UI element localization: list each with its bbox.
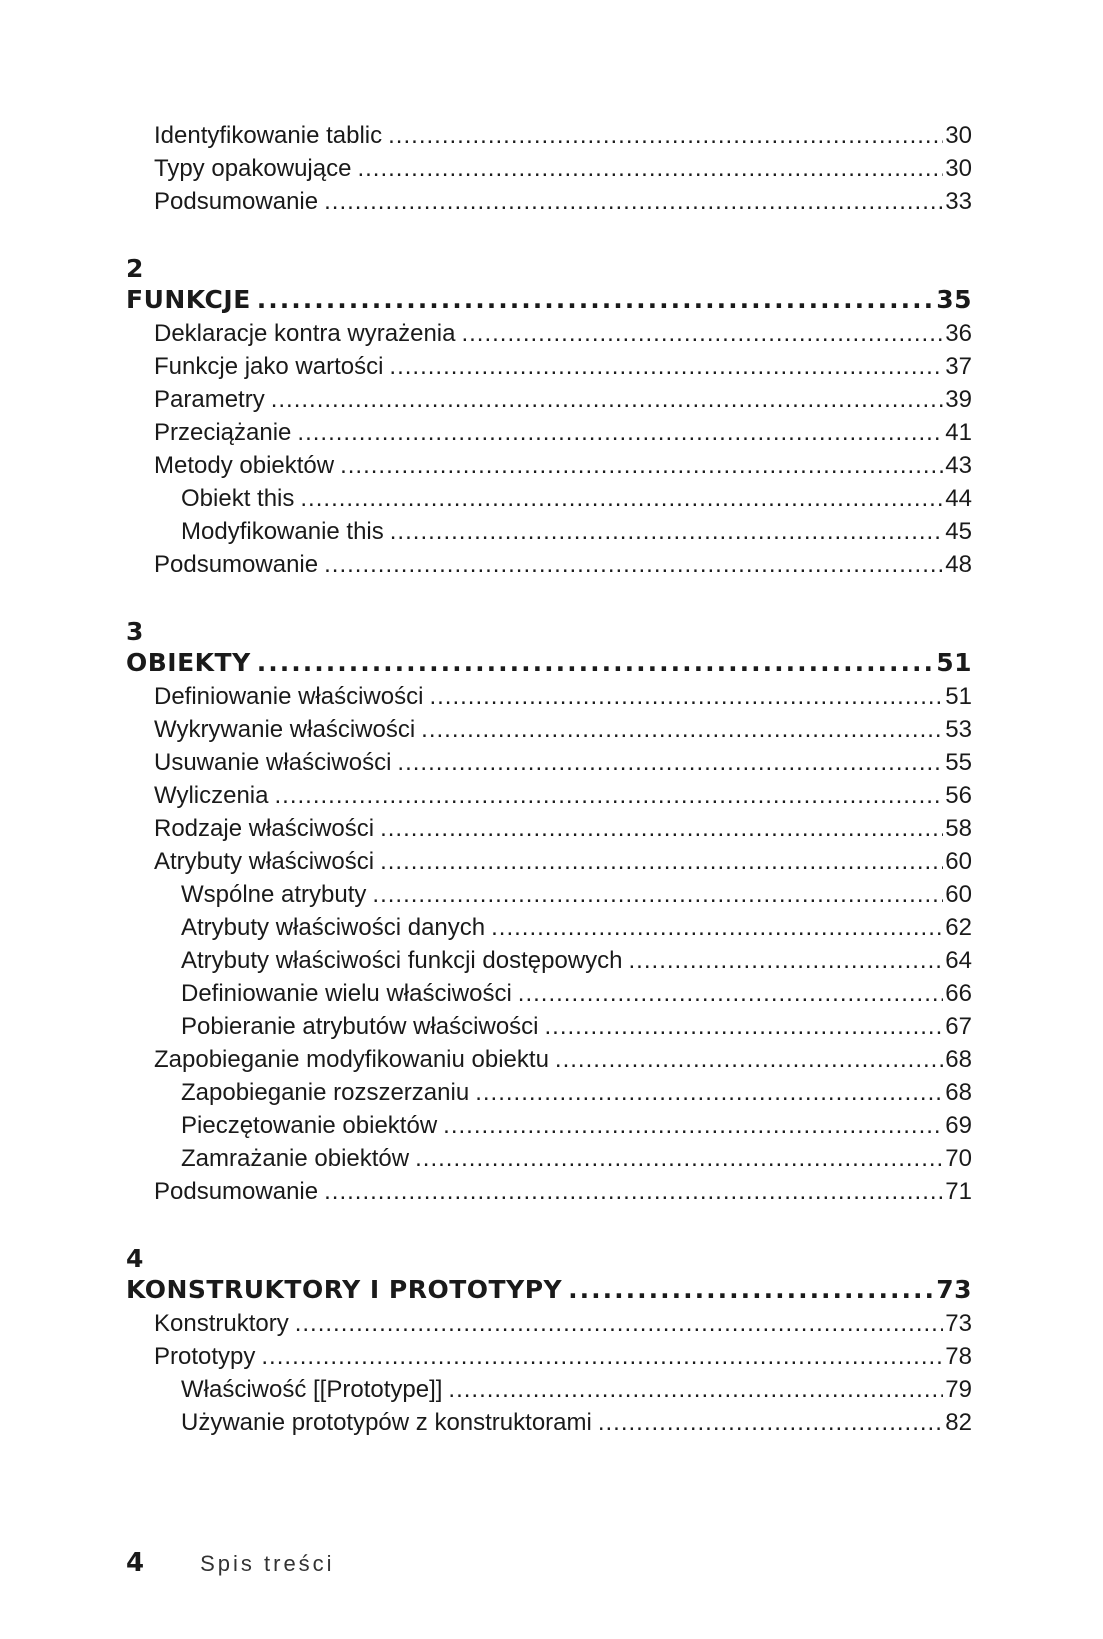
toc-entry-title: Funkcje jako wartości [154, 353, 384, 380]
toc-entry-title: Pobieranie atrybutów właściwości [181, 1013, 539, 1040]
toc-entry-title: Typy opakowujące [154, 155, 352, 182]
chapter-page: 35 [936, 285, 972, 314]
toc-entry-title: Właściwość [[Prototype]] [181, 1376, 443, 1403]
toc-entry [154, 413, 972, 447]
toc-entry-title: Zapobieganie modyfikowaniu obiektu [154, 1046, 549, 1073]
leader-dots [257, 286, 934, 314]
toc-entry-title: Atrybuty właściwości danych [181, 914, 486, 941]
leader-dots [324, 1178, 943, 1206]
toc-entry-page: 48 [945, 551, 972, 578]
toc-entry-title: Wyliczenia [154, 782, 269, 809]
toc-entry-title: Zamrażanie obiektów [181, 1145, 410, 1172]
chapter-title: KONSTRUKTORY I PROTOTYPY [126, 1275, 563, 1304]
toc-entry-title: Używanie prototypów z konstruktorami [181, 1409, 592, 1436]
leader-dots [518, 980, 944, 1008]
leader-dots [421, 716, 943, 744]
leader-dots [475, 1079, 943, 1107]
toc-entry-title: Podsumowanie [154, 188, 319, 215]
toc-entry [154, 1172, 972, 1206]
toc-subentry [181, 479, 972, 513]
toc-subentry [181, 941, 972, 975]
toc-entry-title: Deklaracje kontra wyrażenia [154, 320, 456, 347]
toc-entry-page: 53 [945, 716, 972, 743]
toc-entry [154, 347, 972, 381]
leader-dots [324, 551, 943, 579]
toc-entry-title: Modyfikowanie this [181, 518, 384, 545]
leader-dots [380, 848, 943, 876]
toc-entry [154, 677, 972, 711]
leader-dots [390, 518, 944, 546]
leader-dots [598, 1409, 943, 1437]
toc-entry-page: 58 [945, 815, 972, 842]
chapter-title: OBIEKTY [126, 648, 251, 677]
toc-entry-title: Zapobieganie rozszerzaniu [181, 1079, 470, 1106]
toc-entry-page: 39 [945, 386, 972, 413]
toc-subentry [181, 1007, 972, 1041]
toc-entry-page: 55 [945, 749, 972, 776]
toc-entry-page: 78 [945, 1343, 972, 1370]
toc-entry-page: 30 [945, 122, 972, 149]
toc-entry-page: 30 [945, 155, 972, 182]
toc-entry-page: 67 [945, 1013, 972, 1040]
toc-entry [154, 1040, 972, 1074]
chapter-heading [126, 1270, 972, 1304]
toc-entry-title: Atrybuty właściwości funkcji dostępowych [181, 947, 623, 974]
toc-entry-page: 68 [945, 1079, 972, 1106]
toc-entry [154, 1337, 972, 1371]
toc-entry-title: Podsumowanie [154, 551, 319, 578]
toc-entry-title: Wykrywanie właściwości [154, 716, 416, 743]
toc-entry-page: 37 [945, 353, 972, 380]
toc-entry-page: 36 [945, 320, 972, 347]
page-number: 4 [126, 1548, 145, 1578]
chapter-page: 51 [936, 648, 972, 677]
leader-dots [261, 1343, 943, 1371]
toc-entry-page: 64 [945, 947, 972, 974]
toc-entry [154, 776, 972, 810]
leader-dots [443, 1112, 943, 1140]
toc-subentry [181, 1139, 972, 1173]
toc-subentry [181, 1403, 972, 1437]
leader-dots [340, 452, 943, 480]
toc-entry-title: Atrybuty właściwości [154, 848, 375, 875]
toc-entry [154, 380, 972, 414]
toc-subentry [181, 512, 972, 546]
toc-entry-page: 68 [945, 1046, 972, 1073]
leader-dots [629, 947, 944, 975]
leader-dots [274, 782, 943, 810]
toc-subentry [181, 1370, 972, 1404]
toc-entry-title: Metody obiektów [154, 452, 335, 479]
toc-entry [154, 743, 972, 777]
toc-subentry [181, 875, 972, 909]
chapter-number: 3 [126, 617, 144, 646]
leader-dots [429, 683, 943, 711]
chapter-page: 73 [936, 1275, 972, 1304]
toc-entry-title: Parametry [154, 386, 265, 413]
toc-subentry [181, 1073, 972, 1107]
toc-entry [154, 116, 972, 150]
chapter-number: 2 [126, 254, 144, 283]
leader-dots [555, 1046, 943, 1074]
toc-entry-page: 60 [945, 848, 972, 875]
toc-entry-title: Podsumowanie [154, 1178, 319, 1205]
leader-dots [300, 485, 943, 513]
toc-entry-title: Definiowanie wielu właściwości [181, 980, 512, 1007]
leader-dots [568, 1276, 934, 1304]
toc-subentry [181, 974, 972, 1008]
toc-entry [154, 545, 972, 579]
leader-dots [448, 1376, 943, 1404]
leader-dots [295, 1310, 944, 1338]
toc-entry-title: Definiowanie właściwości [154, 683, 424, 710]
running-footer-title: Spis treści [200, 1551, 335, 1576]
leader-dots [491, 914, 943, 942]
toc-entry-title: Rodzaje właściwości [154, 815, 375, 842]
toc-entry [154, 1304, 972, 1338]
toc-entry-title: Konstruktory [154, 1310, 289, 1337]
toc-entry [154, 314, 972, 348]
toc-entry-title: Przeciążanie [154, 419, 292, 446]
leader-dots [257, 649, 934, 677]
toc-subentry [181, 908, 972, 942]
leader-dots [461, 320, 943, 348]
toc-entry-page: 70 [945, 1145, 972, 1172]
toc-entry [154, 182, 972, 216]
toc-entry-page: 69 [945, 1112, 972, 1139]
leader-dots [388, 122, 943, 150]
toc-entry-page: 33 [945, 188, 972, 215]
toc-entry-page: 62 [945, 914, 972, 941]
toc-entry-page: 71 [945, 1178, 972, 1205]
leader-dots [372, 881, 943, 909]
toc-entry-title: Pieczętowanie obiektów [181, 1112, 438, 1139]
toc-entry-title: Obiekt this [181, 485, 295, 512]
toc-entry-page: 79 [945, 1376, 972, 1403]
leader-dots [545, 1013, 944, 1041]
toc-entry-page: 44 [945, 485, 972, 512]
toc-entry-page: 56 [945, 782, 972, 809]
leader-dots [415, 1145, 943, 1173]
toc-entry [154, 842, 972, 876]
toc-entry-page: 51 [945, 683, 972, 710]
chapter-heading [126, 280, 972, 314]
toc-entry-page: 66 [945, 980, 972, 1007]
toc-entry-title: Prototypy [154, 1343, 256, 1370]
leader-dots [271, 386, 944, 414]
toc-subentry [181, 1106, 972, 1140]
toc-entry-page: 43 [945, 452, 972, 479]
toc-entry [154, 446, 972, 480]
leader-dots [324, 188, 943, 216]
toc-entry [154, 149, 972, 183]
leader-dots [389, 353, 943, 381]
leader-dots [380, 815, 943, 843]
toc-entry-page: 73 [945, 1310, 972, 1337]
chapter-number: 4 [126, 1244, 144, 1273]
chapter-title: FUNKCJE [126, 285, 251, 314]
leader-dots [357, 155, 943, 183]
chapter-heading [126, 643, 972, 677]
toc-entry-title: Usuwanie właściwości [154, 749, 392, 776]
toc-entry-title: Identyfikowanie tablic [154, 122, 383, 149]
toc-entry [154, 809, 972, 843]
leader-dots [397, 749, 943, 777]
leader-dots [297, 419, 943, 447]
toc-entry-page: 41 [945, 419, 972, 446]
toc-entry-title: Wspólne atrybuty [181, 881, 367, 908]
toc-entry [154, 710, 972, 744]
page-footer [126, 1548, 335, 1578]
toc-entry-page: 45 [945, 518, 972, 545]
toc-entry-page: 82 [945, 1409, 972, 1436]
toc-entry-page: 60 [945, 881, 972, 908]
